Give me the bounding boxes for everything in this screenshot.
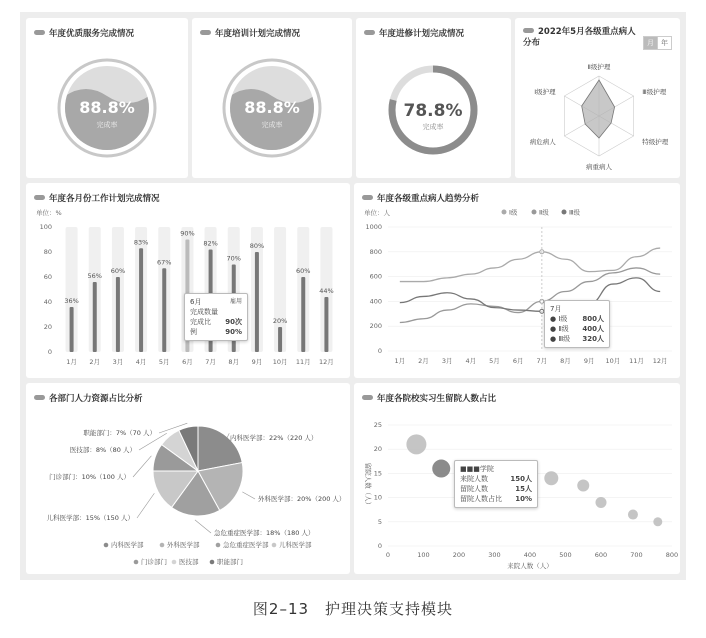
bar-card — [26, 183, 350, 378]
x-tick-label: 700 — [630, 551, 643, 559]
liquid-gauge-2 — [192, 18, 352, 178]
bar-data-label: 80% — [249, 242, 265, 250]
y-tick-label: 800 — [369, 247, 382, 256]
bar-data-label: 82% — [203, 239, 218, 248]
radar-axis-label: Ⅲ级护理 — [642, 88, 667, 96]
legend-label: 门诊部门 — [141, 558, 167, 566]
bar — [255, 252, 259, 352]
gauge-value: 88.8% — [244, 98, 300, 117]
gauge-card-1 — [26, 18, 188, 178]
x-axis-title: 来院人数（人） — [507, 562, 553, 570]
x-tick-label: 3月 — [112, 358, 124, 366]
bubble-point — [653, 517, 662, 526]
unit-label: 单位：人 — [364, 209, 390, 217]
legend-label: 职能部门 — [217, 558, 243, 566]
pie-label: 职能部门：7%（70 人） — [83, 429, 156, 437]
pie-label: 外科医学部：20%（200 人） — [258, 495, 346, 503]
bubble-point — [628, 510, 638, 520]
gauge-label: 完成率 — [96, 121, 118, 129]
radar-chart — [515, 18, 680, 178]
bubble-point — [406, 434, 426, 454]
x-tick-label: 4月 — [135, 358, 147, 366]
bubble-point — [577, 480, 589, 492]
legend-label: Ⅲ级 — [569, 208, 580, 217]
bubble-point — [432, 460, 450, 478]
pie-label: 门诊部门：10%（100 人） — [49, 473, 130, 481]
legend-swatch — [134, 560, 139, 565]
line-card — [354, 183, 680, 378]
pie-leader-line — [195, 520, 211, 533]
x-tick-label: 12月 — [319, 358, 334, 366]
bar-chart — [26, 183, 350, 378]
bar — [301, 277, 305, 352]
legend-swatch — [562, 210, 567, 215]
pie-leader-line — [137, 493, 154, 518]
legend-label: 内科医学部 — [111, 541, 144, 549]
legend-label: 医技部 — [179, 558, 199, 566]
legend-label: Ⅰ级 — [509, 208, 518, 217]
legend-swatch — [104, 543, 109, 548]
x-tick-label: 5月 — [489, 357, 500, 365]
line-series-2 — [400, 268, 660, 323]
x-tick-label: 11月 — [629, 357, 644, 365]
x-tick-label: 0 — [385, 551, 391, 559]
pie-label: 内科医学部：22%（220 人） — [230, 434, 318, 442]
y-tick-label: 60 — [43, 273, 52, 281]
x-tick-label: 12月 — [652, 357, 668, 365]
bar-data-label: 60% — [110, 267, 126, 275]
ring-gauge — [356, 18, 511, 178]
y-tick-label: 200 — [369, 322, 382, 331]
x-tick-label: 11月 — [295, 358, 311, 366]
y-tick-label: 100 — [39, 223, 52, 231]
bar — [162, 268, 166, 352]
x-tick-label: 300 — [488, 551, 501, 559]
bar — [70, 307, 74, 352]
tab-month[interactable]: 月 — [643, 36, 658, 50]
gauge-value: 88.8% — [79, 98, 135, 117]
x-tick-label: 2月 — [418, 357, 429, 365]
y-tick-label: 0 — [377, 542, 382, 550]
x-tick-label: 8月 — [560, 357, 571, 365]
x-tick-label: 2月 — [89, 358, 101, 366]
tab-year[interactable]: 年 — [657, 36, 672, 50]
radar-axis-label: 病危病人 — [529, 138, 556, 146]
radar-axis-label: Ⅱ级护理 — [587, 63, 611, 71]
legend-swatch — [272, 543, 277, 548]
x-tick-label: 9月 — [583, 357, 595, 365]
pie-chart — [26, 383, 350, 574]
figure-caption: 图2–13 护理决策支持模块 — [252, 600, 454, 618]
pie-label: 急危重症医学部：18%（180 人） — [214, 529, 315, 537]
x-tick-label: 100 — [417, 551, 430, 559]
x-tick-label: 10月 — [605, 357, 621, 365]
bar-data-label: 83% — [133, 238, 149, 247]
dashboard — [20, 12, 686, 580]
y-tick-label: 0 — [47, 348, 52, 356]
card-title: 年度培训计划完成情况 — [200, 27, 300, 39]
bubble-point — [596, 497, 607, 508]
bar-data-label: 60% — [296, 267, 311, 275]
legend-swatch — [532, 210, 537, 215]
pie-leader-line — [133, 456, 151, 477]
x-tick-label: 1月 — [66, 358, 77, 366]
card-title: 年度各月份工作计划完成情况 — [34, 192, 160, 204]
x-tick-label: 10月 — [272, 358, 288, 366]
radar-axis-label: 特级护理 — [642, 138, 669, 146]
bar — [278, 327, 282, 352]
bar-data-label: 20% — [272, 317, 288, 325]
x-tick-label: 8月 — [228, 358, 240, 366]
x-tick-label: 5月 — [158, 358, 170, 366]
radar-card — [515, 18, 680, 178]
y-tick-label: 10 — [373, 493, 382, 502]
x-tick-label: 800 — [665, 551, 679, 559]
bubble-point — [544, 471, 558, 485]
x-tick-label: 6月 — [512, 357, 524, 365]
x-tick-label: 3月 — [441, 357, 453, 365]
card-title: 2022年5月各级重点病人分布 — [523, 27, 636, 48]
y-tick-label: 1000 — [365, 223, 382, 231]
bar — [116, 277, 120, 352]
pie-label: 儿科医学部：15%（150 人） — [46, 514, 134, 522]
pie-label: 医技部：8%（80 人） — [69, 446, 136, 454]
bar-data-label: 90% — [180, 229, 195, 238]
pie-card — [26, 383, 350, 574]
legend-swatch — [160, 543, 165, 548]
y-tick-label: 400 — [369, 297, 382, 306]
x-tick-label: 400 — [523, 551, 537, 559]
card-title: 年度优质服务完成情况 — [34, 27, 134, 39]
x-tick-label: 1月 — [394, 357, 406, 365]
y-tick-label: 20 — [373, 445, 382, 454]
legend-swatch — [210, 560, 215, 565]
y-axis-title: 留院人数（人） — [364, 462, 372, 509]
legend-label: Ⅱ级 — [539, 208, 549, 217]
card-title: 年度各级重点病人趋势分析 — [362, 192, 479, 204]
legend-label: 儿科医学部 — [279, 541, 312, 549]
bar — [93, 282, 97, 352]
bar-data-label: 44% — [319, 287, 334, 295]
gauge-card-2 — [192, 18, 352, 178]
y-tick-label: 0 — [377, 347, 382, 355]
y-tick-label: 80 — [43, 248, 52, 256]
x-tick-label: 9月 — [251, 358, 263, 366]
bar-data-label: 36% — [64, 297, 79, 305]
x-tick-label: 7月 — [205, 358, 216, 366]
card-title: 各部门人力资源占比分析 — [34, 392, 143, 404]
bar-data-label: 67% — [157, 258, 172, 267]
x-tick-label: 600 — [594, 551, 608, 559]
line-chart — [354, 183, 680, 378]
y-tick-label: 600 — [369, 272, 382, 281]
x-tick-label: 200 — [452, 551, 466, 559]
gauge-label: 完成率 — [261, 121, 283, 129]
card-title: 年度各院校实习生留院人数占比 — [362, 392, 496, 404]
pie-leader-line — [242, 492, 255, 499]
y-tick-label: 5 — [377, 517, 382, 526]
y-tick-label: 15 — [373, 469, 382, 478]
gauge-label: 完成率 — [422, 123, 444, 131]
legend-label: 外科医学部 — [167, 541, 200, 549]
unit-label: 单位：% — [36, 209, 62, 217]
legend-swatch — [172, 560, 177, 565]
y-tick-label: 20 — [43, 323, 52, 331]
bar — [139, 248, 143, 352]
radar-axis-label: 病重病人 — [586, 163, 612, 171]
bar-data-label: 56% — [87, 272, 102, 280]
bubble-tooltip: ■■■学院 来院人数 150人 留院人数 15人 留院人数占比 10% — [454, 460, 538, 508]
x-tick-label: 6月 — [182, 358, 193, 366]
line-tooltip: 7月 ● Ⅰ级 800人 ● Ⅱ级 400人 ● Ⅲ级 320人 — [544, 300, 610, 348]
legend-swatch — [216, 543, 221, 548]
legend-swatch — [502, 210, 507, 215]
gauge-card-3 — [356, 18, 511, 178]
x-tick-label: 7月 — [536, 357, 548, 365]
radar-axis-label: Ⅰ级护理 — [534, 88, 556, 96]
legend-label: 急危重症医学部 — [223, 541, 269, 549]
bar — [324, 297, 328, 352]
x-tick-label: 500 — [559, 551, 572, 559]
y-tick-label: 40 — [43, 298, 52, 306]
liquid-gauge-1 — [26, 18, 188, 178]
card-title: 年度进修计划完成情况 — [364, 27, 464, 39]
bar-data-label: 70% — [226, 254, 241, 263]
x-tick-label: 4月 — [465, 357, 477, 365]
bar-tooltip: 6月 雇用 完成数量 90次 完成比例 90% — [184, 293, 248, 341]
gauge-value: 78.8% — [403, 101, 463, 121]
bubble-card — [354, 383, 680, 574]
y-tick-label: 25 — [373, 421, 382, 429]
